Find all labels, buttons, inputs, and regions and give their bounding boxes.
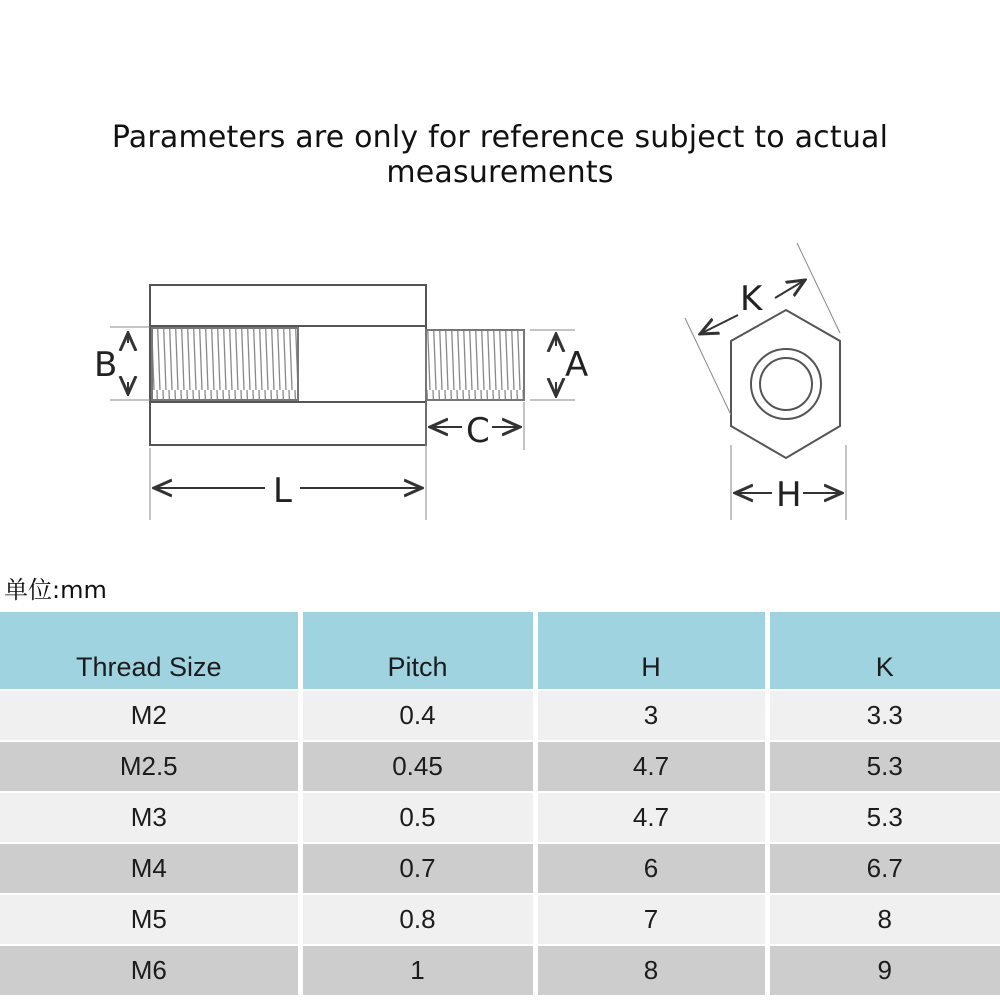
cell-h: 4.7 — [535, 741, 767, 792]
cell-pitch: 1 — [300, 945, 535, 995]
cell-pitch: 0.8 — [300, 894, 535, 945]
page-headline: Parameters are only for reference subject to actual measurements — [111, 120, 889, 190]
cell-h: 6 — [535, 843, 767, 894]
table-row — [0, 792, 1000, 843]
dimension-label-h: H — [776, 475, 802, 515]
dimension-label-c: C — [466, 411, 490, 451]
table-row — [0, 945, 1000, 995]
cell-k: 3.3 — [767, 690, 1000, 741]
cell-h: 7 — [535, 894, 767, 945]
dimension-label-k: K — [740, 279, 763, 319]
spec-table — [0, 612, 1000, 995]
dimension-label-b: B — [94, 345, 118, 385]
cell-h: 4.7 — [535, 792, 767, 843]
table-row — [0, 690, 1000, 741]
cell-thread-size: M6 — [0, 945, 300, 995]
cell-k: 5.3 — [767, 792, 1000, 843]
cell-thread-size: M4 — [0, 843, 300, 894]
cell-pitch: 0.7 — [300, 843, 535, 894]
cell-thread-size: M3 — [0, 792, 300, 843]
dimension-label-l: L — [273, 471, 292, 511]
cell-thread-size: M2.5 — [0, 741, 300, 792]
standoff-dimension-diagram — [0, 230, 1000, 550]
dimension-label-a: A — [565, 345, 589, 385]
cell-k: 9 — [767, 945, 1000, 995]
table-row — [0, 741, 1000, 792]
cell-k: 6.7 — [767, 843, 1000, 894]
cell-k: 5.3 — [767, 741, 1000, 792]
unit-label: 单位:mm — [4, 576, 107, 604]
cell-h: 3 — [535, 690, 767, 741]
cell-h: 8 — [535, 945, 767, 995]
header-k: K — [767, 612, 1000, 690]
hex-view — [685, 243, 846, 520]
cell-pitch: 0.45 — [300, 741, 535, 792]
cell-k: 8 — [767, 894, 1000, 945]
table-row — [0, 843, 1000, 894]
cell-thread-size: M2 — [0, 690, 300, 741]
header-pitch: Pitch — [300, 612, 535, 690]
cell-pitch: 0.5 — [300, 792, 535, 843]
side-view — [110, 285, 575, 520]
header-thread-size: Thread Size — [0, 612, 300, 690]
header-h: H — [535, 612, 767, 690]
cell-thread-size: M5 — [0, 894, 300, 945]
table-row — [0, 894, 1000, 945]
table-header-row — [0, 612, 1000, 690]
cell-pitch: 0.4 — [300, 690, 535, 741]
